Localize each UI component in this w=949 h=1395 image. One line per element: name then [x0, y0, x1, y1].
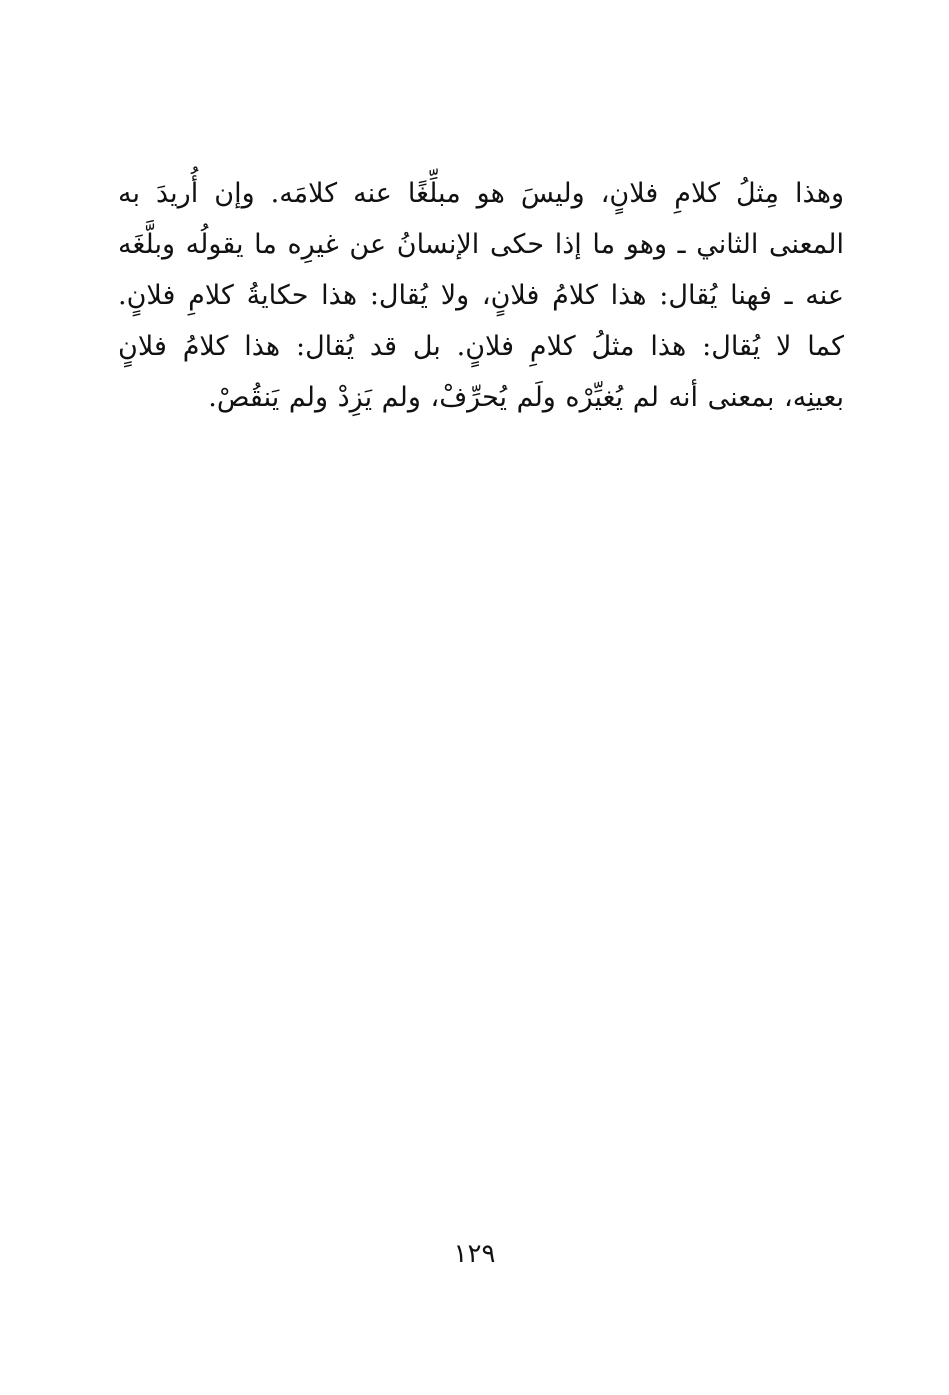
text-line-1: وهذا مِثلُ كلامِ فلانٍ، وليسَ هو مبلِّغًا عنه كلامَه. وإن أُريدَ به	[118, 178, 844, 209]
text-line-4: كما لا يُقال: هذا مثلُ كلامِ فلانٍ. بل قد يُقال: هذا كلامُ فلانٍ	[118, 331, 844, 362]
page-number: ١٢٩	[453, 1239, 496, 1269]
text-line-5: بعينِه، بمعنى أنه لم يُغيِّرْه ولَم يُحرِّفْ، ولم يَزِدْ ولم يَنقُصْ.	[208, 382, 844, 413]
text-line-3: عنه ـ فهنا يُقال: هذا كلامُ فلانٍ، ولا يُقال: هذا حكايةُ كلامِ فلانٍ.	[118, 280, 844, 311]
paragraph	[118, 168, 844, 423]
text-line-2: المعنى الثاني ـ وهو ما إذا حكى الإنسانُ عن غيرِه ما يقولُه وبلَّغَه	[118, 229, 844, 260]
